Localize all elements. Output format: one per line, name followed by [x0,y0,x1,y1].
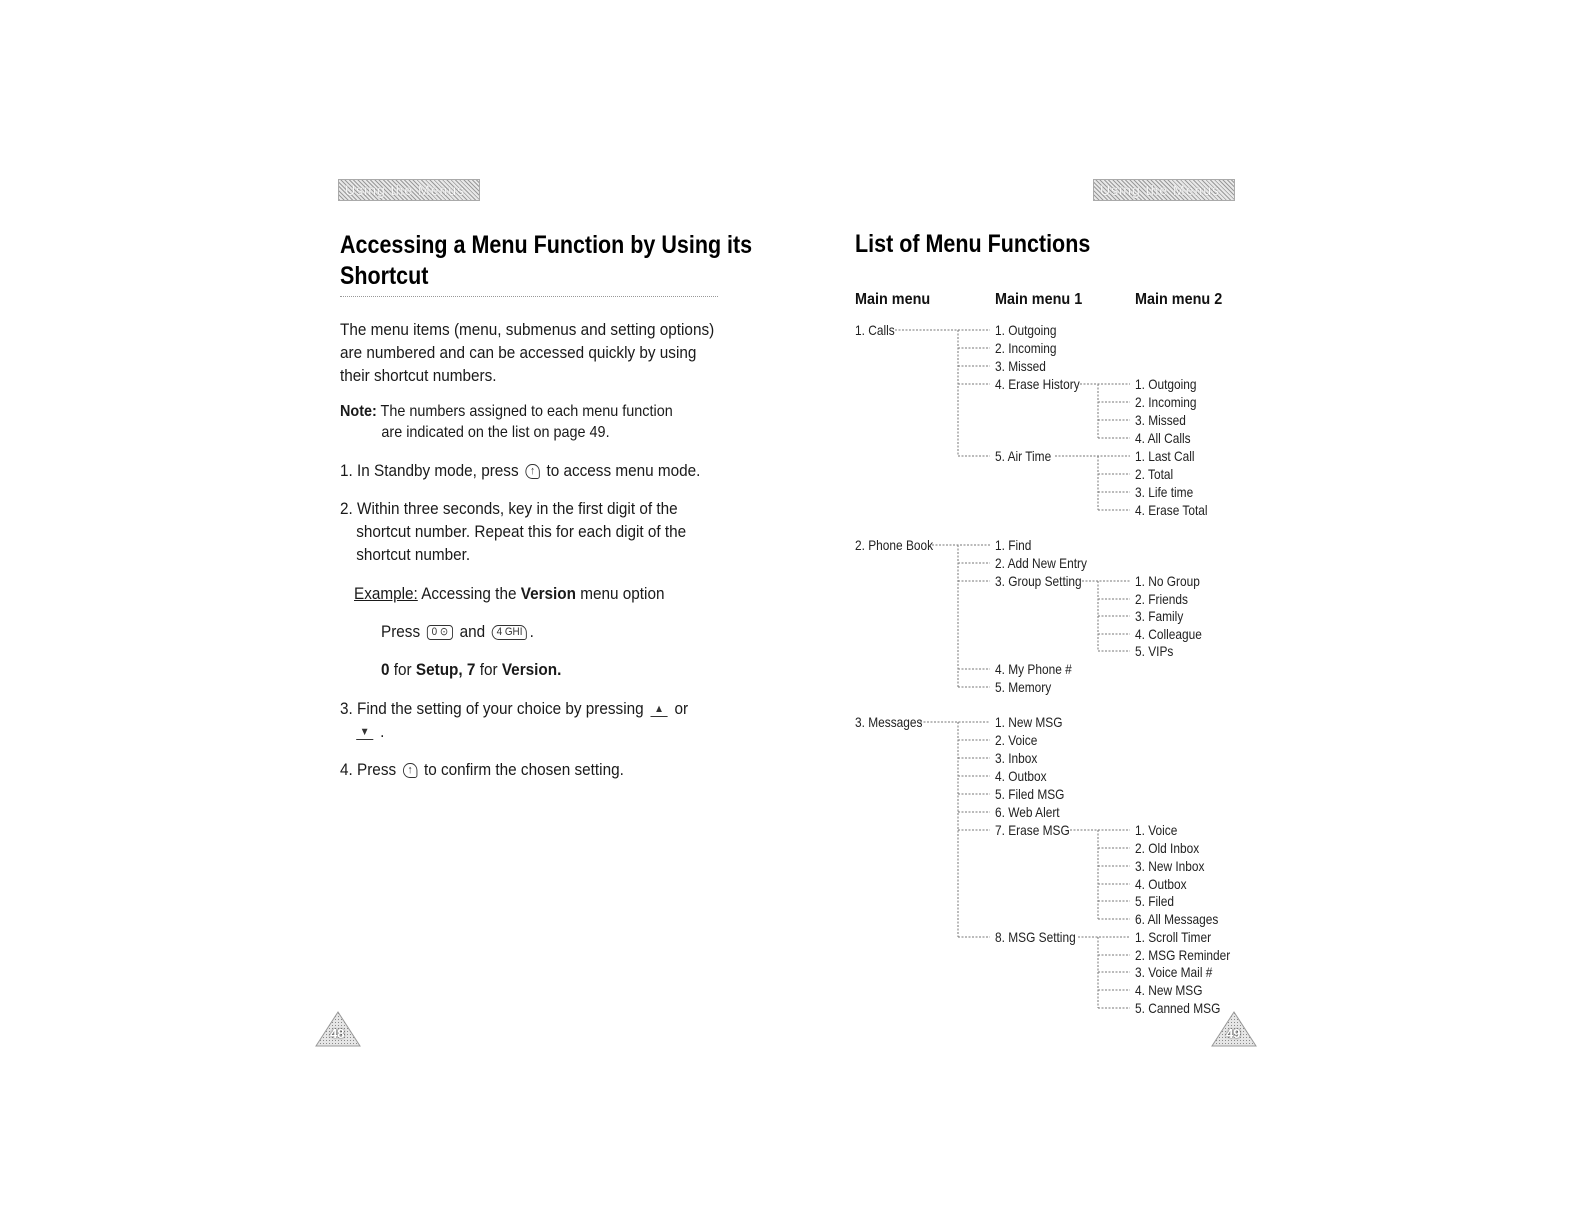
title-line-1: Accessing a Menu Function by Using its [340,231,753,259]
left-section-header-text: Using the Menus [345,182,466,198]
page-title-right: List of Menu Functions [855,230,1091,258]
menu-phone-book: 2. Phone Book [855,537,934,553]
phonebook-item-2: 2. Add New Entry [995,555,1087,571]
note-label: Note: [340,403,377,420]
right-section-header-text: Using the Menus [1100,182,1221,198]
page-number-marker-right [1210,1010,1258,1048]
group-setting-item-1: 1. No Group [1135,573,1200,589]
erase-history-item-4: 4. All Calls [1135,430,1191,446]
step-3-or: or [674,699,689,718]
phonebook-item-5: 5. Memory [995,679,1052,695]
group-setting-item-2: 2. Friends [1135,591,1188,607]
four-key-icon: 4 GHI [492,625,527,640]
messages-item-8: 8. MSG Setting [995,929,1076,945]
col-head-main: Main menu [855,291,931,308]
setup-for-1: for [393,660,412,679]
step-1-text-b: to access menu mode. [546,461,701,480]
example-bold: Version [520,584,577,603]
example-text-b: menu option [580,584,665,603]
group-setting-item-4: 4. Colleague [1135,626,1202,642]
group-setting-item-3: 3. Family [1135,608,1184,624]
messages-item-7: 7. Erase MSG [995,822,1070,838]
note-line-1: The numbers assigned to each menu function [380,403,673,420]
page-number-right: 49 [1226,1026,1241,1041]
messages-item-6: 6. Web Alert [995,804,1060,820]
step-4-text-a: 4. Press [340,760,397,779]
press-text: Press [381,622,421,641]
step-1-text-a: 1. In Standby mode, press [340,461,519,480]
calls-item-4: 4. Erase History [995,376,1080,392]
air-time-item-1: 1. Last Call [1135,448,1195,464]
col-head-menu2: Main menu 2 [1135,291,1223,308]
down-key-icon: ▼ [356,726,373,740]
air-time-item-2: 2. Total [1135,466,1174,482]
ok-key-icon: ↑ [403,763,417,778]
menu-calls: 1. Calls [855,322,895,338]
title-line-2: Shortcut [340,262,429,290]
step-4-text-b: to confirm the chosen setting. [423,760,624,779]
erase-msg-item-6: 6. All Messages [1135,911,1219,927]
erase-history-item-2: 2. Incoming [1135,394,1197,410]
intro-line-1: The menu items (menu, submenus and setting options) [340,320,715,339]
step-2-line-3: shortcut number. [356,545,471,564]
group-setting-item-5: 5. VIPs [1135,643,1174,659]
press-and: and [459,622,486,641]
erase-msg-item-1: 1. Voice [1135,822,1178,838]
setup-0: 0 [381,660,390,679]
erase-history-item-3: 3. Missed [1135,412,1186,428]
note-line-2: are indicated on the list on page 49. [381,424,610,441]
calls-item-2: 2. Incoming [995,340,1057,356]
phonebook-item-1: 1. Find [995,537,1032,553]
calls-item-1: 1. Outgoing [995,322,1057,338]
intro-line-2: are numbered and can be accessed quickly by using [340,343,697,362]
erase-msg-item-3: 3. New Inbox [1135,858,1205,874]
msg-setting-item-3: 3. Voice Mail # [1135,964,1213,980]
menu-key-icon: ↑ [526,464,540,479]
example-text-a: Accessing the [421,584,517,603]
messages-item-3: 3. Inbox [995,750,1038,766]
setup-7: 7 [466,660,476,679]
calls-item-5: 5. Air Time [995,448,1052,464]
erase-msg-item-5: 5. Filed [1135,893,1175,909]
step-3-text: 3. Find the setting of your choice by pressing [340,699,644,718]
step-2-line-2: shortcut number. Repeat this for each digit of the [356,522,687,541]
zero-key-icon: 0 ⊙ [427,625,453,640]
menu-messages: 3. Messages [855,714,923,730]
calls-item-3: 3. Missed [995,358,1046,374]
erase-msg-item-4: 4. Outbox [1135,876,1187,892]
air-time-item-3: 3. Life time [1135,484,1194,500]
intro-line-3: their shortcut numbers. [340,366,497,385]
msg-setting-item-5: 5. Canned MSG [1135,1000,1221,1016]
page-number-left: 48 [330,1026,345,1041]
version-word: Version. [501,660,562,679]
air-time-item-4: 4. Erase Total [1135,502,1208,518]
phonebook-item-4: 4. My Phone # [995,661,1072,677]
setup-for-2: for [479,660,498,679]
step-3-end: . [380,722,385,741]
col-head-menu1: Main menu 1 [995,291,1083,308]
erase-msg-item-2: 2. Old Inbox [1135,840,1200,856]
step-2-line-1: 2. Within three seconds, key in the first digit of the [340,499,678,518]
example-label: Example: [354,584,418,603]
erase-history-item-1: 1. Outgoing [1135,376,1197,392]
press-end: . [529,622,534,641]
messages-item-5: 5. Filed MSG [995,786,1065,802]
up-key-icon: ▲ [651,703,668,717]
msg-setting-item-4: 4. New MSG [1135,982,1203,998]
msg-setting-item-1: 1. Scroll Timer [1135,929,1212,945]
setup-word: Setup, [415,660,463,679]
messages-item-1: 1. New MSG [995,714,1063,730]
messages-item-2: 2. Voice [995,732,1038,748]
messages-item-4: 4. Outbox [995,768,1047,784]
msg-setting-item-2: 2. MSG Reminder [1135,947,1231,963]
phonebook-item-3: 3. Group Setting [995,573,1082,589]
